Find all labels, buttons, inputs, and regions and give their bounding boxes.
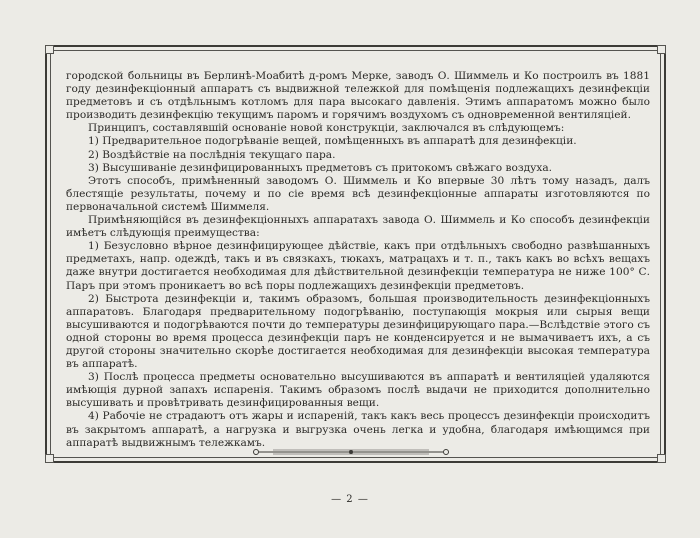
paragraph: Принципъ, составлявшій основаніе новой конструкціи, заключался въ слѣдующемъ:	[88, 122, 565, 135]
list-item: 2) Воздѣйствіе на послѣднія текущаго пара.	[88, 148, 336, 161]
corner-ornament	[45, 45, 54, 54]
list-item: 1) Безусловно вѣрное дезинфицирующее дѣйствіе, какъ при отдѣльныхъ свободно развѣшанныхъ предметахъ, напр. одеждѣ, такъ и въ связкахъ, тюкахъ, матрацахъ и т. п., такъ какъ во всѣхъ вещахъ даже внутри достигается необходимая для дѣйствительной дезинфекціи температура не ниже 100° С. Паръ при этомъ проникаетъ во всѣ поры подлежащихъ дезинфекціи предметовъ.	[66, 240, 650, 292]
divider-ornament	[253, 446, 449, 458]
paragraph: городской больницы въ Берлинѣ-Моабитѣ д-ромъ Мерке, заводъ О. Шиммель и Ко построилъ въ 1881 году дезинфекціонный аппаратъ съ выдвижной тележкой для помѣщенія подлежащихъ дезинфекціи предметовъ и съ отдѣльнымъ котломъ для пара высокаго давленія. Этимъ аппаратомъ можно было производить дезинфекцію текущимъ паромъ и горячимъ воздухомъ съ одновременной вентиляціей.	[66, 70, 650, 122]
corner-ornament	[45, 454, 54, 463]
list-item: 2) Быстрота дезинфекціи и, такимъ образомъ, большая производительность дезинфекціонныхъ аппаратовъ. Благодаря предварительному подогрѣванію, поступающія мокрыя или сырыя вещи высушиваются и подогрѣваются почти до температуры дезинфицирующаго пара.—Вслѣдствіе этого съ одной стороны во время процесса дезинфекціи паръ не конденсируется и не вымачиваетъ ихъ, а съ другой стороны значительно скорѣе достигается необходимая для дезинфекціи высокая температура въ аппаратѣ.	[66, 292, 650, 371]
list-item: 1) Предварительное подогрѣваніе вещей, помѣщенныхъ въ аппаратѣ для дезинфекціи.	[88, 135, 577, 148]
list-item: 3) Послѣ процесса предметы основательно высушиваются въ аппаратѣ и вентиляціей удаляются имѣющія дурной запахъ испаренія. Такимъ образомъ послѣ выдачи не приходится дополнительно высушивать и провѣтривать дезинфицированныя вещи.	[66, 371, 650, 410]
body-text	[66, 70, 650, 450]
page-number: — 2 —	[331, 494, 369, 505]
corner-ornament	[657, 45, 666, 54]
list-item: 3) Высушиваніе дезинфицированныхъ предметовъ съ притокомъ свѣжаго воздуха.	[88, 161, 553, 174]
paragraph: Этотъ способъ, примѣненный заводомъ О. Шиммель и Ко впервые 30 лѣтъ тому назадъ, далъ блестящіе результаты, почему и по сіе время всѣ дезинфекціонные аппараты изготовляются по первоначальной системѣ Шиммеля.	[66, 174, 650, 213]
list-item: 4) Рабочіе не страдаютъ отъ жары и испареній, такъ какъ весь процессъ дезинфекціи происходитъ въ закрытомъ аппаратѣ, а нагрузка и выгрузка очень легка и удобна, благодаря имѣющимся при аппаратѣ выдвижнымъ тележкамъ.	[66, 410, 650, 449]
paragraph: Примѣняющійся въ дезинфекціонныхъ аппаратахъ завода О. Шиммель и Ко способъ дезинфекціи имѣетъ слѣдующія преимущества:	[66, 214, 650, 240]
corner-ornament	[657, 454, 666, 463]
